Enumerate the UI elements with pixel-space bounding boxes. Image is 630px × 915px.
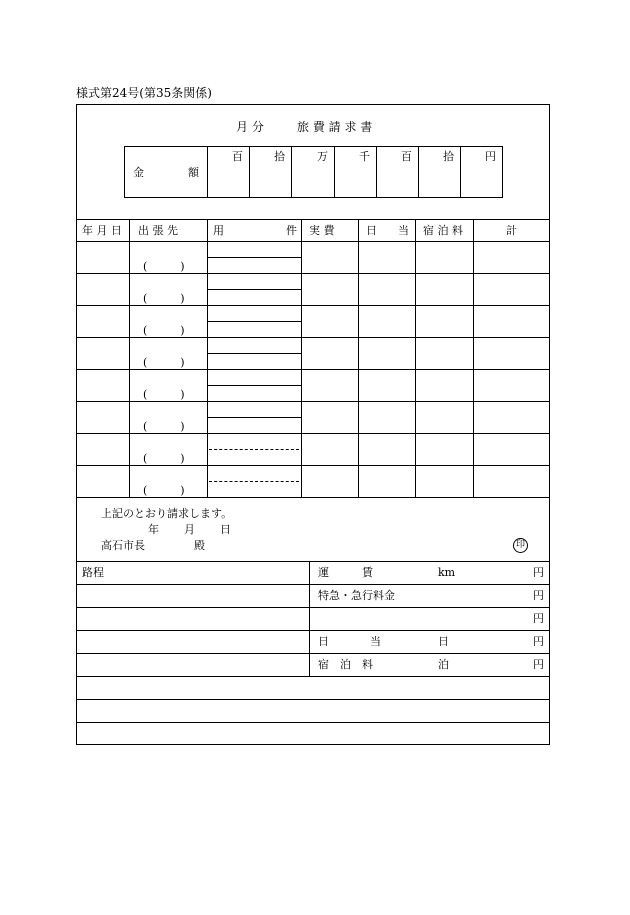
- header-date: 年 月 日: [82, 224, 122, 237]
- daily-label-b: 当: [370, 635, 381, 648]
- amount-digit-sen: 千: [359, 150, 370, 163]
- fare-km-unit: km: [438, 566, 456, 579]
- seal-mark: 印: [513, 538, 528, 553]
- declaration-honorific: 殿: [194, 539, 205, 552]
- header-destination: 出 張 先: [138, 224, 178, 237]
- header-lodging: 宿 泊 料: [423, 224, 463, 237]
- destination-paren: ( ): [143, 420, 185, 433]
- declaration-year: 年: [148, 523, 159, 536]
- amount-digit-man: 万: [317, 150, 328, 163]
- destination-paren: ( ): [143, 452, 185, 465]
- daily-unit: 日: [438, 635, 449, 648]
- amount-digit-ju: 拾: [443, 150, 454, 163]
- fare-yen: 円: [533, 566, 544, 579]
- amount-digit-hyaku-man: 百: [232, 150, 243, 163]
- amount-label-gaku: 額: [188, 166, 199, 179]
- declaration-addressee: 高石市長: [101, 539, 145, 552]
- lodging-label: 宿 泊 料: [318, 658, 373, 671]
- amount-label-kin: 金: [133, 166, 144, 179]
- form-number: 様式第24号(第35条関係): [76, 86, 212, 100]
- destination-paren: ( ): [143, 356, 185, 369]
- amount-digit-yen: 円: [485, 150, 496, 163]
- form-title: 旅 費 請 求 書: [297, 120, 373, 134]
- declaration-day: 日: [220, 523, 231, 536]
- declaration-text: 上記のとおり請求します。: [101, 507, 233, 520]
- lodging-nights: 泊: [438, 658, 449, 671]
- header-daily-a: 日: [366, 224, 377, 237]
- express-yen: 円: [533, 589, 544, 602]
- destination-paren: ( ): [143, 484, 185, 497]
- route-label: 路程: [82, 566, 104, 579]
- declaration-month: 月: [184, 523, 195, 536]
- header-purpose-a: 用: [213, 224, 224, 237]
- month-label: 月 分: [236, 120, 264, 134]
- destination-paren: ( ): [143, 260, 185, 273]
- express-label: 特急・急行料金: [318, 589, 395, 602]
- header-purpose-b: 件: [286, 224, 297, 237]
- header-total: 計: [506, 224, 517, 237]
- destination-paren: ( ): [143, 292, 185, 305]
- blank-yen: 円: [533, 612, 544, 625]
- header-actual: 実 費: [309, 224, 335, 237]
- header-daily-b: 当: [398, 224, 409, 237]
- fare-label: 運 賃: [318, 566, 373, 579]
- destination-paren: ( ): [143, 388, 185, 401]
- amount-digit-hyaku: 百: [401, 150, 412, 163]
- amount-digit-ju-man: 拾: [274, 150, 285, 163]
- destination-paren: ( ): [143, 324, 185, 337]
- lodging-yen: 円: [533, 658, 544, 671]
- daily-yen: 円: [533, 635, 544, 648]
- daily-label-a: 日: [318, 635, 329, 648]
